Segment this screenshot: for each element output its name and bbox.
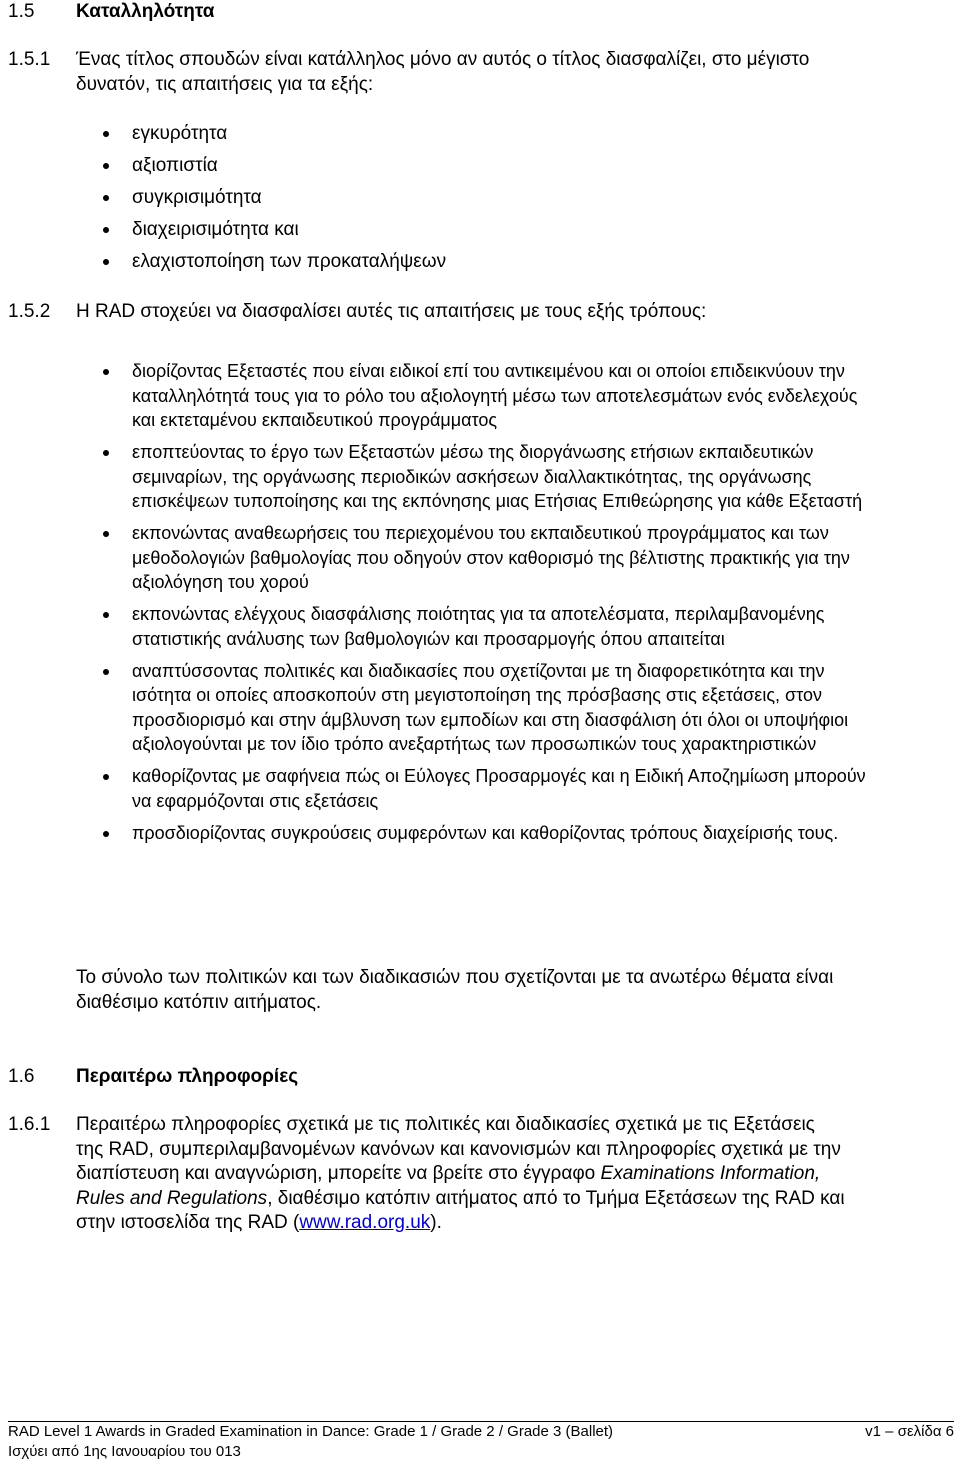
bullet-icon <box>103 195 109 201</box>
bullet-icon <box>103 259 109 265</box>
footer <box>8 1422 954 1462</box>
document-title: Examinations Information, Rules and Regulations <box>76 1163 821 1209</box>
list-item: διορίζοντας Εξεταστές που είναι ειδικοί επί του αντικειμένου και οι οποίοι επιδεικνύουν την καταλληλότητά τους για το ρόλο του αξιολογητή μέσω των αποτελεσμάτων ενός ενδελεχούς και εκτεταμένου εκπαιδευτικού προγράμματος <box>0 359 877 433</box>
list-item: καθορίζοντας με σαφήνεια πώς οι Εύλογες Προσαρμογές και η Ειδική Αποζημίωση μπορούν να εφαρμόζονται στις εξετάσεις <box>0 764 877 813</box>
bullet-icon <box>103 774 109 780</box>
paragraph-text: Περαιτέρω πληροφορίες σχετικά με τις πολιτικές και διαδικασίες σχετικά με τις Εξετάσεις της RAD, συμπεριλαμβανομένων κανόνων και κανονισμών και πληροφορίες σχετικά με την διαπίστευση και αναγνώριση, μπορείτε να βρείτε στο έγγραφο Examinations Information, Rules and Regulations, διαθέσιμο κατόπιν αιτήματος από το Τμήμα Εξετάσεων της RAD και στην ιστοσελίδα της RAD (www.rad.org.uk). <box>76 1114 845 1233</box>
footer-page-number: v1 – σελίδα 6 <box>865 1423 954 1440</box>
bullet-icon <box>103 227 109 233</box>
section-heading-1-6 <box>8 1065 298 1089</box>
bullet-icon <box>103 831 109 837</box>
bullet-icon <box>103 450 109 456</box>
list-item: εκπονώντας αναθεωρήσεις του περιεχομένου του εκπαιδευτικού προγράμματος και των μεθοδολογιών βαθμολογίας που οδηγούν στον καθορισμό της βέλτιστης πρακτικής για την αξιολόγηση του χορού <box>0 521 877 595</box>
list-item: προσδιορίζοντας συγκρούσεις συμφερόντων και καθορίζοντας τρόπους διαχείρισής τους. <box>0 821 877 846</box>
bullet-icon <box>103 131 109 137</box>
list-item: εποπτεύοντας το έργο των Εξεταστών μέσω της διοργάνωσης ετήσιων εκπαιδευτικών σεμιναρίων, της οργάνωσης περιοδικών ασκήσεων διαλλακτικότητας, της οργάνωσης επισκέψεων τυποποίησης και της εκπόνησης μιας Ετήσιας Επιθεώρησης για κάθε Εξεταστή <box>0 440 877 514</box>
list-item: αξιοπιστία <box>0 150 877 182</box>
list-item: ελαχιστοποίηση των προκαταλήψεων <box>0 246 877 278</box>
list-item: εκπονώντας ελέγχους διασφάλισης ποιότητας για τα αποτελέσματα, περιλαμβανομένης στατιστικής ανάλυσης των βαθμολογιών και προσαρμογής όπου απαιτείται <box>0 602 877 651</box>
website-link[interactable]: www.rad.org.uk <box>299 1212 431 1233</box>
footer-title: RAD Level 1 Awards in Graded Examination in Dance: Grade 1 / Grade 2 / Grade 3 (Ballet) <box>8 1423 614 1440</box>
list-item: διαχειρισιμότητα και <box>0 214 877 246</box>
paragraph-number: 1.6.1 <box>8 1114 51 1135</box>
section-title: Καταλληλότητα <box>76 1 215 22</box>
section-number: 1.5 <box>8 1 35 22</box>
section-number: 1.6 <box>8 1066 35 1087</box>
closing-paragraph: Το σύνολο των πολιτικών και των διαδικασιών που σχετίζονται με τα ανωτέρω θέματα είναι διαθέσιμο κατόπιν αιτήματος. <box>76 967 834 1013</box>
bullet-icon <box>103 369 109 375</box>
section-title: Περαιτέρω πληροφορίες <box>76 1066 299 1087</box>
paragraph-number: 1.5.2 <box>8 301 51 322</box>
section-heading-1-5 <box>8 0 214 24</box>
measures-list <box>0 359 877 853</box>
bullet-icon <box>103 163 109 169</box>
bullet-icon <box>103 531 109 537</box>
bullet-icon <box>103 612 109 618</box>
paragraph-text: Η RAD στοχεύει να διασφαλίσει αυτές τις απαιτήσεις με τους εξής τρόπους: <box>76 301 707 322</box>
paragraph-number: 1.5.1 <box>8 49 51 70</box>
paragraph-text: Ένας τίτλος σπουδών είναι κατάλληλος μόνο αν αυτός ο τίτλος διασφαλίζει, στο μέγιστο δυνατόν, τις απαιτήσεις για τα εξής: <box>76 49 810 95</box>
list-item: συγκρισιμότητα <box>0 182 877 214</box>
bullet-icon <box>103 669 109 675</box>
requirements-list <box>0 118 877 278</box>
footer-validity: Ισχύει από 1ης Ιανουαρίου του 013 <box>8 1443 241 1460</box>
list-item: εγκυρότητα <box>0 118 877 150</box>
list-item: αναπτύσσοντας πολιτικές και διαδικασίες που σχετίζονται με τη διαφορετικότητα και την ισότητα οι οποίες αποσκοπούν στη μεγιστοποίηση της πρόσβασης στις εξετάσεις, στον προσδιορισμό και στην άμβλυνση των εμποδίων και στη διασφάλιση ότι όλοι οι υποψήφιοι αξιολογούνται με τον ίδιο τρόπο ανεξαρτήτως των προσωπικών τους χαρακτηριστικών <box>0 659 877 757</box>
